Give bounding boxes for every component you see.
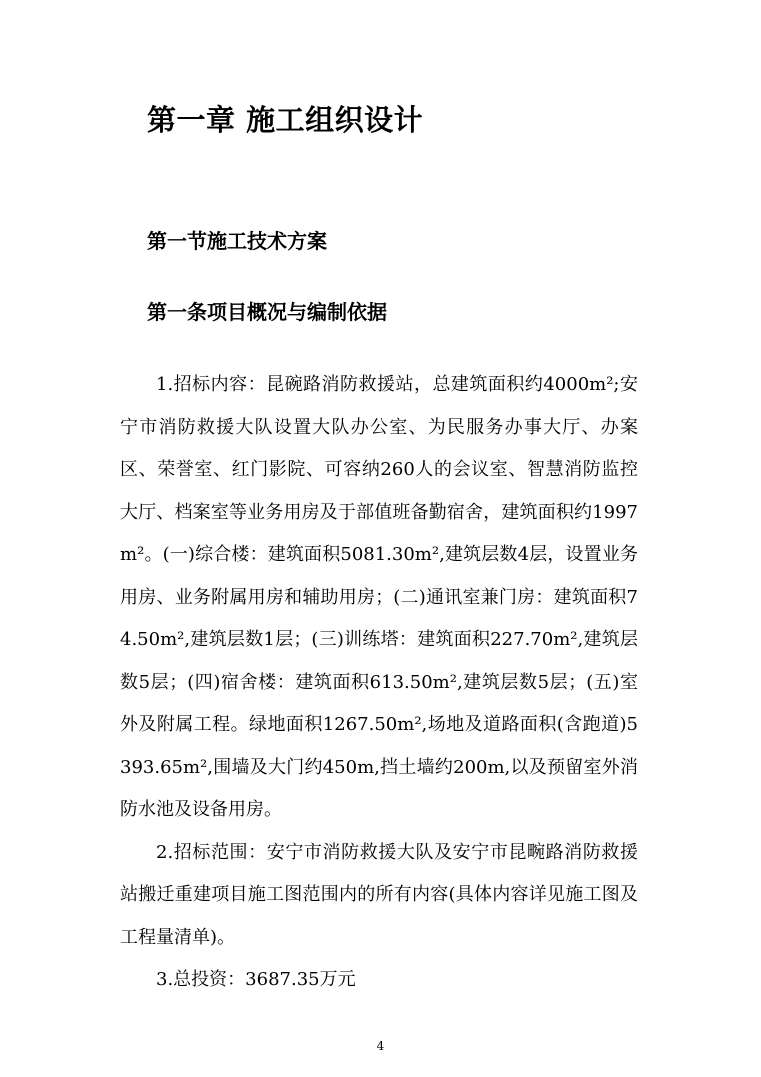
paragraph-bid-content: 1.招标内容：昆碗路消防救援站，总建筑面积约4000m²;安宁市消防救援大队设置大队办公室、为民服务办事大厅、办案区、荣誉室、红门影院、可容纳260人的会议室、智慧消防监控大厅、档案室等业务用房及于部值班备勤宿舍，建筑面积约1997m²。(一)综合楼：建筑面积5081.30m²,建筑层数4层，设置业务用房、业务附属用房和辅助用房；(二)通讯室兼门房：建筑面积74.50m²,建筑层数1层；(三)训练塔：建筑面积227.70m²,建筑层数5层；(四)宿舍楼：建筑面积613.50m²,建筑层数5层；(五)室外及附属工程。绿地面积1267.50m²,场地及道路面积(含跑道)5393.65m²,围墙及大门约450m,挡土墙约200m,以及预留室外消防水池及设备用房。 — [120, 374, 638, 820]
chapter-title: 第一章 施工组织设计 — [147, 103, 424, 137]
paragraph-bid-scope: 2.招标范围：安宁市消防救援大队及安宁市昆畹路消防救援站搬迁重建项目施工图范围内的所有内容(具体内容详见施工图及工程量清单)。 — [120, 841, 638, 948]
body-text — [120, 364, 638, 1002]
section-title: 第一节施工技术方案 — [147, 229, 327, 253]
page-number: 4 — [376, 1039, 385, 1053]
article-title: 第一条项目概况与编制依据 — [147, 300, 387, 324]
paragraph-total-investment: 3.总投资：3687.35万元 — [156, 969, 356, 990]
